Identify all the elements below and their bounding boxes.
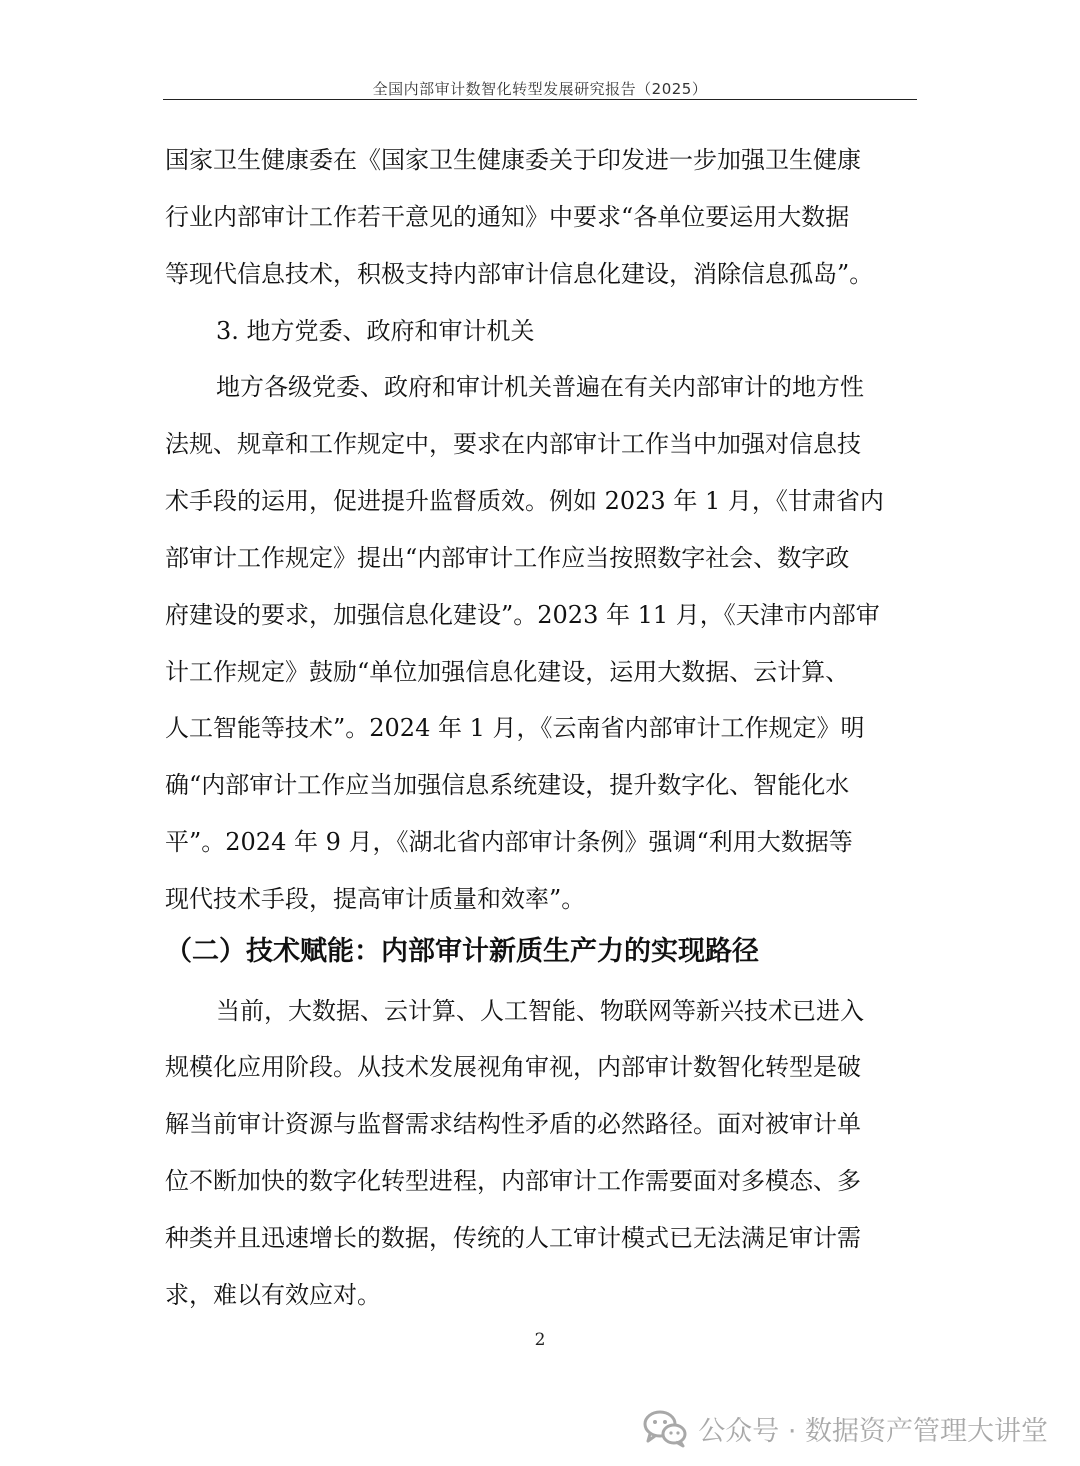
paragraph-line: 地方各级党委、政府和审计机关普遍在有关内部审计的地方性	[216, 373, 864, 401]
wechat-icon	[642, 1408, 688, 1448]
paragraph-line: 求，难以有效应对。	[165, 1281, 381, 1309]
section-heading: （二）技术赋能：内部审计新质生产力的实现路径	[165, 936, 759, 967]
paragraph-line: 规模化应用阶段。从技术发展视角审视，内部审计数智化转型是破	[165, 1053, 861, 1081]
paragraph-line: 法规、规章和工作规定中，要求在内部审计工作当中加强对信息技	[165, 430, 861, 458]
paragraph-line: 府建设的要求，加强信息化建设”。2023 年 11 月，《天津市内部审	[165, 601, 880, 629]
paragraph-line: 等现代信息技术，积极支持内部审计信息化建设，消除信息孤岛”。	[165, 260, 874, 288]
watermark-text: 公众号 · 数据资产管理大讲堂	[698, 1415, 1048, 1447]
paragraph-line: 人工智能等技术”。2024 年 1 月，《云南省内部审计工作规定》明	[165, 714, 865, 742]
paragraph-line: 当前，大数据、云计算、人工智能、物联网等新兴技术已进入	[216, 997, 864, 1025]
watermark	[642, 1402, 1048, 1454]
header-title: 全国内部审计数智化转型发展研究报告（2025）	[372, 80, 708, 98]
paragraph-line: 行业内部审计工作若干意见的通知》中要求“各单位要运用大数据	[165, 203, 850, 231]
paragraph-line: 计工作规定》鼓励“单位加强信息化建设，运用大数据、云计算、	[165, 658, 850, 686]
paragraph-line: 国家卫生健康委在《国家卫生健康委关于印发进一步加强卫生健康	[165, 146, 861, 174]
paragraph-line: 术手段的运用，促进提升监督质效。例如 2023 年 1 月，《甘肃省内	[165, 487, 884, 515]
paragraph-line: 解当前审计资源与监督需求结构性矛盾的必然路径。面对被审计单	[165, 1110, 861, 1138]
paragraph-line: 种类并且迅速增长的数据，传统的人工审计模式已无法满足审计需	[165, 1224, 861, 1252]
paragraph-line: 平”。2024 年 9 月，《湖北省内部审计条例》强调“利用大数据等	[165, 828, 853, 856]
paragraph-line: 现代技术手段，提高审计质量和效率”。	[165, 885, 586, 913]
subheading: 3. 地方党委、政府和审计机关	[216, 317, 535, 345]
paragraph-line: 部审计工作规定》提出“内部审计工作应当按照数字社会、数字政	[165, 544, 850, 572]
paragraph-line: 位不断加快的数字化转型进程，内部审计工作需要面对多模态、多	[165, 1167, 861, 1195]
header-rule	[163, 99, 917, 100]
paragraph-line: 确“内部审计工作应当加强信息系统建设，提升数字化、智能化水	[165, 771, 850, 799]
page-number: 2	[534, 1330, 546, 1350]
